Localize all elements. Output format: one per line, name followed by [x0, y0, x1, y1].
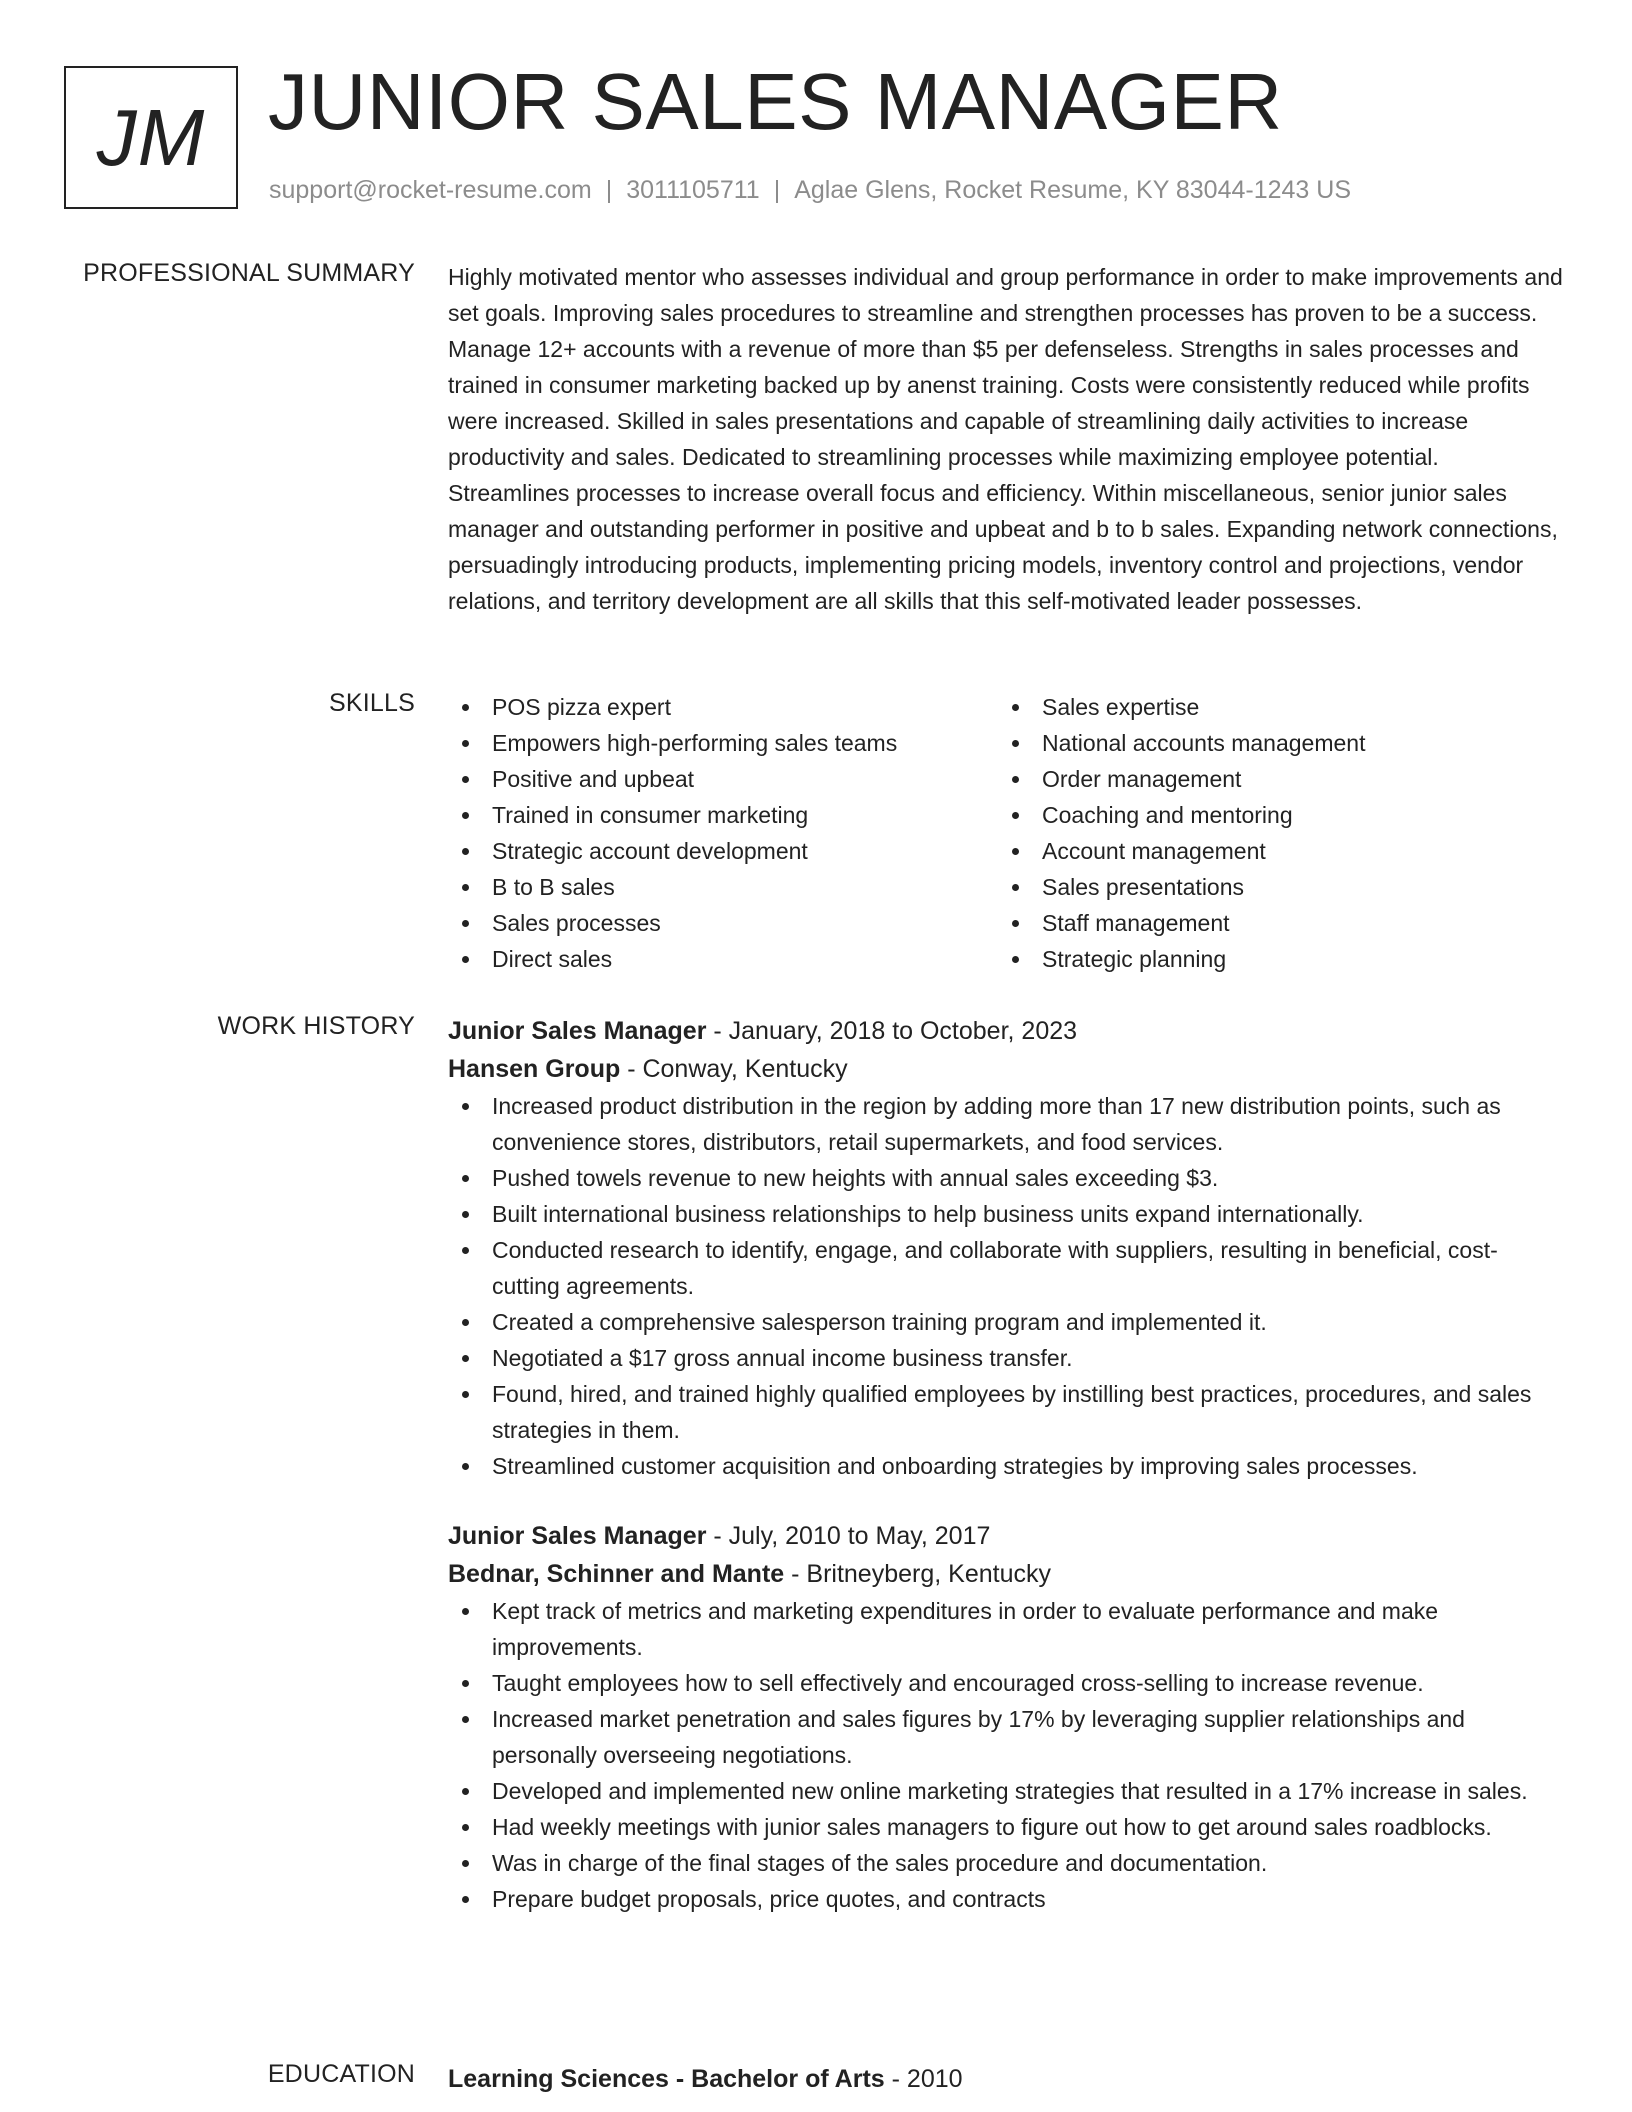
contact-email[interactable]: support@rocket-resume.com [269, 176, 592, 204]
skills-columns [448, 689, 1563, 977]
job-bullet: Taught employees how to sell effectively and encouraged cross-selling to increase revenue. [448, 1665, 1563, 1701]
skill-item: Direct sales [448, 941, 998, 977]
education-degree: Learning Sciences - Bachelor of Arts [448, 2065, 885, 2093]
job-bullet: Prepare budget proposals, price quotes, and contracts [448, 1881, 1563, 1917]
section-label-summary: PROFESSIONAL SUMMARY [83, 259, 415, 287]
skill-item: Strategic account development [448, 833, 998, 869]
skill-item: B to B sales [448, 869, 998, 905]
job-company: Bednar, Schinner and Mante [448, 1560, 785, 1588]
education-degree-line [448, 2060, 1563, 2098]
job-bullet: Increased product distribution in the region by adding more than 17 new distribution points, such as convenience stores, distributors, retail supermarkets, and food services. [448, 1088, 1563, 1160]
job-title-line [448, 1517, 1563, 1555]
job-location: - Britneyberg, Kentucky [784, 1560, 1051, 1588]
skills-list-right [998, 689, 1548, 977]
job-bullet: Was in charge of the final stages of the sales procedure and documentation. [448, 1845, 1563, 1881]
skill-item: Strategic planning [998, 941, 1548, 977]
job-bullet: Negotiated a $17 gross annual income business transfer. [448, 1340, 1563, 1376]
education-year: - 2010 [884, 2065, 963, 2093]
job-bullet: Streamlined customer acquisition and onboarding strategies by improving sales processes. [448, 1448, 1563, 1484]
resume-title: JUNIOR SALES MANAGER [268, 57, 1283, 146]
job-dates: - July, 2010 to May, 2017 [706, 1522, 991, 1550]
contact-line [269, 176, 1351, 205]
skill-item: Account management [998, 833, 1548, 869]
job-company: Hansen Group [448, 1055, 621, 1083]
work-history-body [448, 1012, 1563, 1917]
job-bullet: Conducted research to identify, engage, and collaborate with suppliers, resulting in beneficial, cost-cutting agreements. [448, 1232, 1563, 1304]
skill-item: Positive and upbeat [448, 761, 998, 797]
skill-item: Order management [998, 761, 1548, 797]
summary-text: Highly motivated mentor who assesses individual and group performance in order to make improvements and set goals. Improving sales procedures to streamline and strengthen processes has proven to be a success. Manage 12+ accounts with a revenue of more than $5 per defenseless. Strengths in sales processes and trained in consumer marketing backed up by anenst training. Costs were consistently reduced while profits were increased. Skilled in sales presentations and capable of streamlining daily activities to increase productivity and sales. Dedicated to streamlining processes while maximizing employee potential. Streamlines processes to increase overall focus and efficiency. Within miscellaneous, senior junior sales manager and outstanding performer in positive and upbeat and b to b sales. Expanding network connections, persuadingly introducing products, implementing pricing models, inventory control and projections, vendor relations, and territory development are all skills that this self-motivated leader possesses. [448, 264, 1563, 614]
education-body [448, 2060, 1563, 2098]
contact-address: Aglae Glens, Rocket Resume, KY 83044-1243 US [794, 176, 1352, 204]
job-bullet: Increased market penetration and sales figures by 17% by leveraging supplier relationships and personally overseeing negotiations. [448, 1701, 1563, 1773]
skill-item: Coaching and mentoring [998, 797, 1548, 833]
job-bullet: Built international business relationships to help business units expand internationally. [448, 1196, 1563, 1232]
job-title: Junior Sales Manager [448, 1522, 707, 1550]
job-bullet: Had weekly meetings with junior sales managers to figure out how to get around sales roadblocks. [448, 1809, 1563, 1845]
job-company-line [448, 1050, 1563, 1088]
job-entry [448, 1012, 1563, 1484]
job-bullet: Developed and implemented new online marketing strategies that resulted in a 17% increase in sales. [448, 1773, 1563, 1809]
contact-separator: | [773, 176, 781, 204]
job-bullet: Found, hired, and trained highly qualified employees by instilling best practices, procedures, and sales strategies in them. [448, 1376, 1563, 1448]
contact-phone[interactable]: 3011105711 [626, 176, 760, 204]
job-bullet: Created a comprehensive salesperson training program and implemented it. [448, 1304, 1563, 1340]
skill-item: Empowers high-performing sales teams [448, 725, 998, 761]
job-bullets [448, 1088, 1563, 1484]
skill-item: POS pizza expert [448, 689, 998, 725]
section-label-work-history: WORK HISTORY [217, 1012, 415, 1040]
job-dates: - January, 2018 to October, 2023 [706, 1017, 1078, 1045]
monogram-initials: JM [96, 92, 206, 182]
job-title: Junior Sales Manager [448, 1017, 707, 1045]
skill-item: National accounts management [998, 725, 1548, 761]
section-label-education: EDUCATION [267, 2060, 415, 2088]
job-entry [448, 1517, 1563, 1917]
job-title-line [448, 1012, 1563, 1050]
job-company-line [448, 1555, 1563, 1593]
job-bullet: Kept track of metrics and marketing expenditures in order to evaluate performance and make improvements. [448, 1593, 1563, 1665]
section-label-skills: SKILLS [329, 689, 415, 717]
skills-list-left [448, 689, 998, 977]
monogram-box [64, 66, 238, 209]
skill-item: Staff management [998, 905, 1548, 941]
skill-item: Trained in consumer marketing [448, 797, 998, 833]
skill-item: Sales processes [448, 905, 998, 941]
job-bullet: Pushed towels revenue to new heights with annual sales exceeding $3. [448, 1160, 1563, 1196]
job-bullets [448, 1593, 1563, 1917]
skill-item: Sales expertise [998, 689, 1548, 725]
contact-separator: | [605, 176, 613, 204]
job-location: - Conway, Kentucky [620, 1055, 848, 1083]
skill-item: Sales presentations [998, 869, 1548, 905]
